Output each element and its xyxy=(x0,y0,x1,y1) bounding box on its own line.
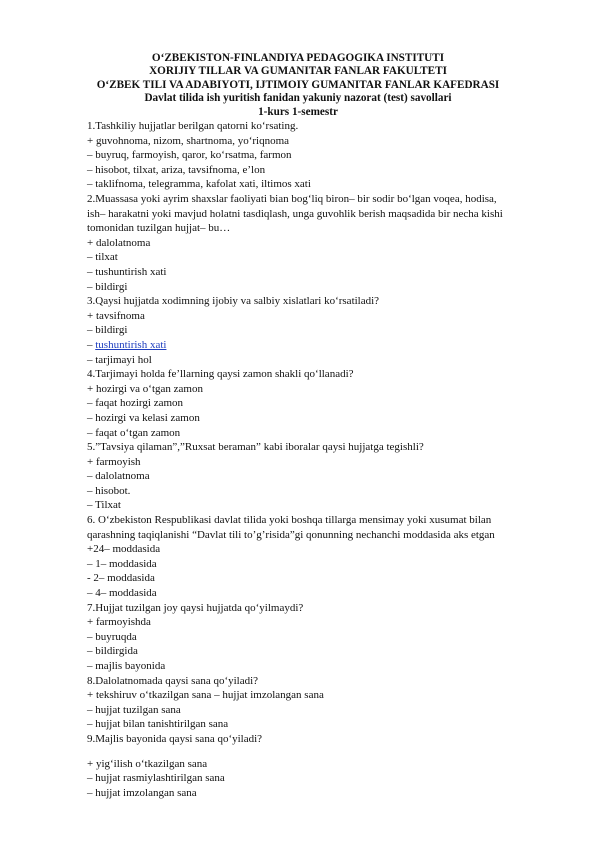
faculty-name: XORIJIY TILLAR VA GUMANITAR FANLAR FAKULTETI xyxy=(149,65,447,78)
answer-option: +24– moddasida xyxy=(87,543,161,556)
question-6-line-1: 6. O‘zbekiston Respublikasi davlat tilida yoki boshqa tillarga mensimay yoki xusumat bilan xyxy=(87,514,492,527)
answer-option: + farmoyish xyxy=(87,455,141,468)
question-2-line-2: ish– harakatni yoki mavjud holatni tasdiqlash, unga guvohlik berish maqsadida bir necha kishi xyxy=(87,207,503,220)
question-8: 8.Dalolatnomada qaysi sana qo‘yiladi? xyxy=(87,674,259,687)
question-1: 1.Tashkiliy hujjatlar berilgan qatorni ko‘rsating. xyxy=(87,120,299,133)
answer-option: – buyruqda xyxy=(87,630,137,643)
answer-option: – hujjat imzolangan sana xyxy=(87,786,197,799)
answer-option: + dalolatnoma xyxy=(87,236,151,249)
answer-option: – faqat o‘tgan zamon xyxy=(87,426,181,439)
answer-option xyxy=(87,338,558,353)
answer-option: – dalolatnoma xyxy=(87,470,150,483)
institute-name: O‘ZBEKISTON-FINLANDIYA PEDAGOGIKA INSTITUTI xyxy=(151,52,445,64)
question-2-line-1: 2.Muassasa yoki ayrim shaxslar faoliyati bian bog‘liq biron– bir sodir bo‘lgan voqea, hodisa, xyxy=(87,193,497,205)
answer-option: + farmoyishda xyxy=(87,616,151,629)
answer-option: – Tilxat xyxy=(87,499,121,512)
answer-option: – bildirgi xyxy=(87,324,128,337)
question-4: 4.Tarjimayi holda fe’llarning qaysi zamon shakli qo‘llanadi? xyxy=(87,368,354,381)
answer-option: – taklifnoma, telegramma, kafolat xati, iltimos xati xyxy=(87,178,311,191)
question-9: 9.Majlis bayonida qaysi sana qo‘yiladi? xyxy=(87,732,263,745)
answer-option: + guvohnoma, nizom, shartnoma, yo‘riqnoma xyxy=(87,134,290,147)
answer-option: – hujjat bilan tanishtirilgan sana xyxy=(87,718,229,731)
answer-option: – faqat hozirgi zamon xyxy=(87,397,184,410)
answer-option: – hozirgi va kelasi zamon xyxy=(87,411,200,424)
answer-prefix: – xyxy=(87,338,96,351)
department-name: O‘ZBEK TILI VA ADABIYOTI, IJTIMOIY GUMANITAR FANLAR KAFEDRASI xyxy=(96,78,500,91)
tushuntirish-xati-link[interactable]: tushuntirish xati xyxy=(95,338,167,351)
answer-option: – hujjat tuzilgan sana xyxy=(87,703,181,716)
answer-option: – buyruq, farmoyish, qaror, ko‘rsatma, farmon xyxy=(87,149,292,162)
question-3: 3.Qaysi hujjatda xodimning ijobiy va salbiy xislatlari ko‘rsatiladi? xyxy=(87,295,380,308)
answer-option: – tarjimayi hol xyxy=(87,353,152,366)
test-title: Davlat tilida ish yuritish fanidan yakuniy nazorat (test) savollari xyxy=(144,92,452,105)
answer-option: + tavsifnoma xyxy=(87,309,145,322)
answer-option: – hujjat rasmiylashtirilgan sana xyxy=(87,772,225,785)
question-list xyxy=(87,119,558,800)
question-5: 5.”Tavsiya qilaman”,”Ruxsat beraman” kabi iboralar qaysi hujjatga tegishli? xyxy=(87,441,424,454)
answer-option: – hisobot. xyxy=(87,484,131,497)
answer-option: + tekshiruv o‘tkazilgan sana – hujjat imzolangan sana xyxy=(87,689,324,702)
document-header xyxy=(0,52,596,119)
answer-option: – hisobot, tilxat, ariza, tavsifnoma, e’lon xyxy=(87,163,266,176)
answer-option: + yig‘ilish o‘tkazilgan sana xyxy=(87,757,208,770)
answer-option: – 4– moddasida xyxy=(87,587,157,600)
answer-option: + hozirgi va o‘tgan zamon xyxy=(87,382,203,395)
course-semester: 1-kurs 1-semestr xyxy=(258,105,338,118)
question-2-line-3: tomonidan tuzilgan hujjat– bu… xyxy=(87,222,231,235)
answer-option: – tushuntirish xati xyxy=(87,265,167,278)
answer-option: – majlis bayonida xyxy=(87,660,166,672)
answer-option: – 1– moddasida xyxy=(87,557,157,570)
answer-option: - 2– moddasida xyxy=(87,572,155,585)
answer-option: – bildirgi xyxy=(87,280,128,293)
question-7: 7.Hujjat tuzilgan joy qaysi hujjatda qo‘yilmaydi? xyxy=(87,601,304,614)
blank-line xyxy=(87,747,558,757)
answer-option: – tilxat xyxy=(87,251,118,264)
answer-option: – bildirgida xyxy=(87,645,138,658)
question-6-line-2: qarashning taqiqlanishi “Davlat tili to’g’risida”gi qonunning nechanchi moddasida aks etgan xyxy=(87,528,495,541)
